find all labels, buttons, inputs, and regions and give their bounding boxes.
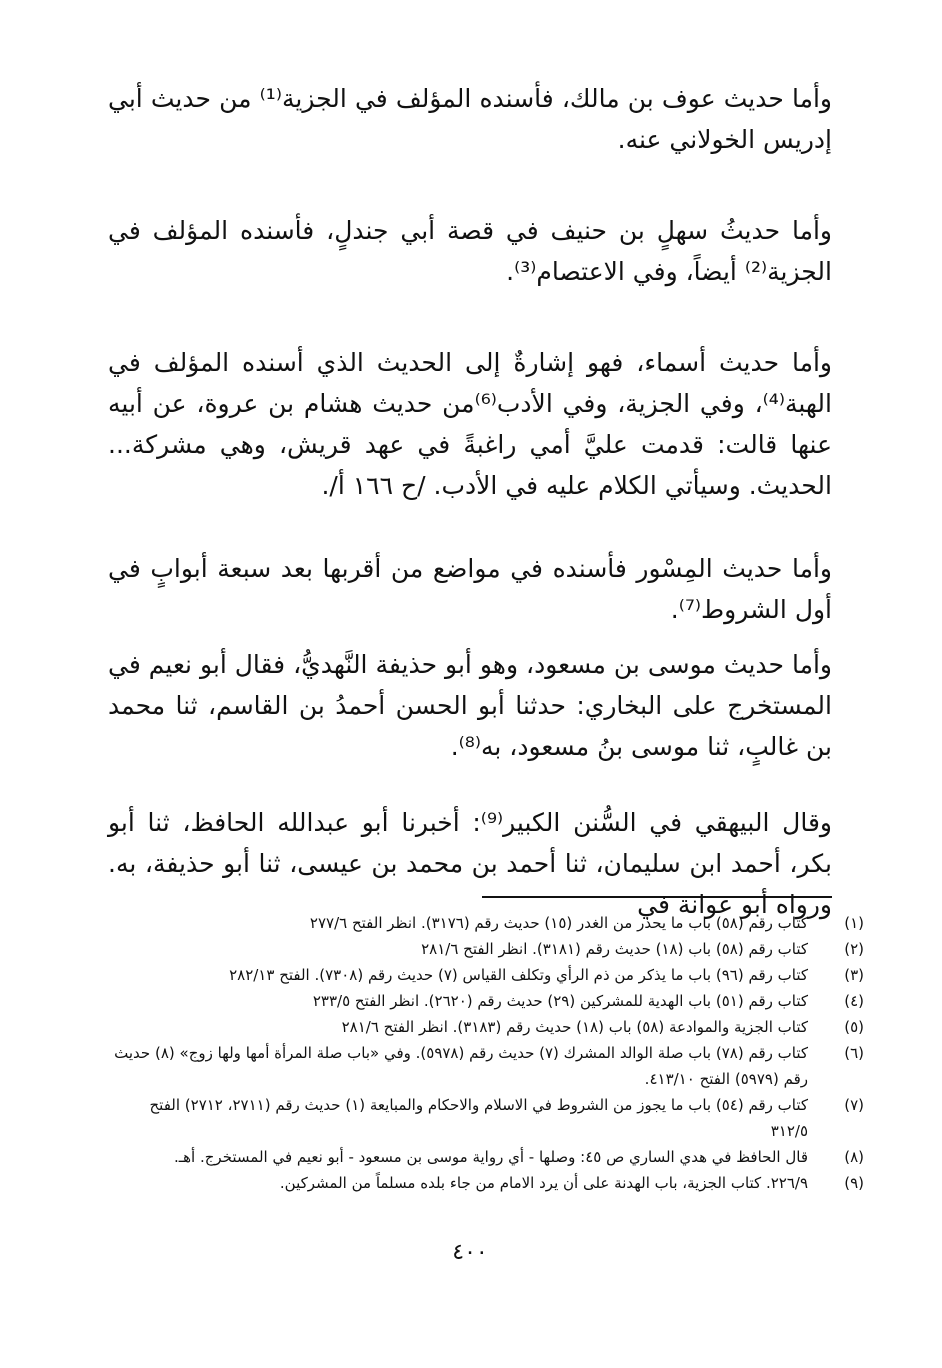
footnote-number: (٣) xyxy=(844,966,864,984)
footnote-text: كتاب رقم (٥٨) باب (١٨) حديث رقم (٣١٨١). انظر الفتح ٢٨١/٦ xyxy=(421,940,808,958)
footnote-number: (٤) xyxy=(844,992,864,1010)
footnote xyxy=(108,1092,864,1144)
paragraph-auf-hadith: وأما حديث عوف بن مالك، فأسنده المؤلف في الجزية⁽¹⁾ من حديث أبي إدريس الخولاني عنه. xyxy=(108,84,832,154)
footnote-number: (٢) xyxy=(844,940,864,958)
footnotes xyxy=(108,910,864,1196)
footnote-text: كتاب رقم (٥٤) باب ما يجوز من الشروط في الاسلام والاحكام والمبايعة (١) حديث رقم (٢٧١١، ٢٧١٢) الفتح ٣١٢/٥ xyxy=(149,1096,808,1140)
footnote-number: (٨) xyxy=(844,1148,864,1166)
footnote-text: كتاب رقم (٥١) باب الهدية للمشركين (٢٩) حديث رقم (٢٦٢٠). انظر الفتح ٢٣٣/٥ xyxy=(312,992,808,1010)
footnote-text: ٢٢٦/٩. كتاب الجزية، باب الهدنة على أن يرد الامام من جاء بلده مسلماً من المشركين. xyxy=(279,1174,808,1192)
paragraph-miswar-hadith: وأما حديث المِسْور فأسنده في مواضع من أقربها بعد سبعة أبوابٍ في أول الشروط⁽⁷⁾. xyxy=(108,554,832,624)
footnote xyxy=(108,1014,864,1040)
footnote-text: كتاب الجزية والموادعة (٥٨) باب (١٨) حديث رقم (٣١٨٣). انظر الفتح ٢٨١/٦ xyxy=(341,1018,808,1036)
paragraph-bayhaqi: وقال البيهقي في السُّنن الكبير⁽⁹⁾: أخبرنا أبو عبدالله الحافظ، ثنا أبو بكر، أحمد ابن سليمان، ثنا أحمد بن محمد بن عيسى، ثنا أبو حذيفة، به. ورواه أبو عوانة في xyxy=(108,808,832,919)
footnote xyxy=(108,936,864,962)
footnote-text: قال الحافظ في هدي الساري ص ٤٥: وصلها - أي رواية موسى بن مسعود - أبو نعيم في المستخرج. أهـ. xyxy=(173,1148,808,1166)
footnote xyxy=(108,962,864,988)
footnote-number: (٥) xyxy=(844,1018,864,1036)
footnote-text: كتاب رقم (٧٨) باب صلة الوالد المشرك (٧) حديث رقم (٥٩٧٨). وفي «باب صلة المرأة أمها ولها زوج» (٨) حديث رقم (٥٩٧٩) الفتح ٤١٣/١٠. xyxy=(114,1044,808,1088)
footnote xyxy=(108,1170,864,1196)
paragraph-sahl-hadith: وأما حديثُ سهلٍ بن حنيف في قصة أبي جندلٍ، فأسنده المؤلف في الجزية⁽²⁾ أيضاً، وفي الاعتصام⁽³⁾. xyxy=(108,216,832,286)
footnote xyxy=(108,1040,864,1092)
footnote xyxy=(108,910,864,936)
footnote-divider xyxy=(482,896,832,898)
paragraph-asma-hadith: وأما حديث أسماء، فهو إشارةٌ إلى الحديث الذي أسنده المؤلف في الهبة⁽⁴⁾، وفي الجزية، وفي الأدب⁽⁶⁾من حديث هشام بن عروة، عن أبيه عنها قالت: قدمت عليَّ أمي راغبةً في عهد قريش، وهي مشركة... الحديث. وسيأتي الكلام عليه في الأدب. /ح ١٦٦ أ/. xyxy=(108,348,832,500)
footnote xyxy=(108,1144,864,1170)
footnote-number: (١) xyxy=(844,914,864,932)
footnote-number: (٧) xyxy=(844,1096,864,1114)
paragraph-musa-hadith: وأما حديث موسى بن مسعود، وهو أبو حذيفة النَّهديُّ، فقال أبو نعيم في المستخرج على البخاري: حدثنا أبو الحسن أحمدُ بن القاسم، ثنا محمد بن غالبٍ، ثنا موسى بنُ مسعود، به⁽⁸⁾. xyxy=(108,650,832,761)
footnote-number: (٦) xyxy=(844,1044,864,1062)
page-number: ٤٠٠ xyxy=(452,1240,488,1265)
footnote-text: كتاب رقم (٩٦) باب ما يذكر من ذم الرأي وتكلف القياس (٧) حديث رقم (٧٣٠٨). الفتح ٢٨٢/١٣ xyxy=(229,966,808,984)
footnote-number: (٩) xyxy=(844,1174,864,1192)
footnote-text: كتاب رقم (٥٨) باب ما يحذر من الغدر (١٥) حديث رقم (٣١٧٦). انظر الفتح ٢٧٧/٦ xyxy=(309,914,808,932)
footnote xyxy=(108,988,864,1014)
